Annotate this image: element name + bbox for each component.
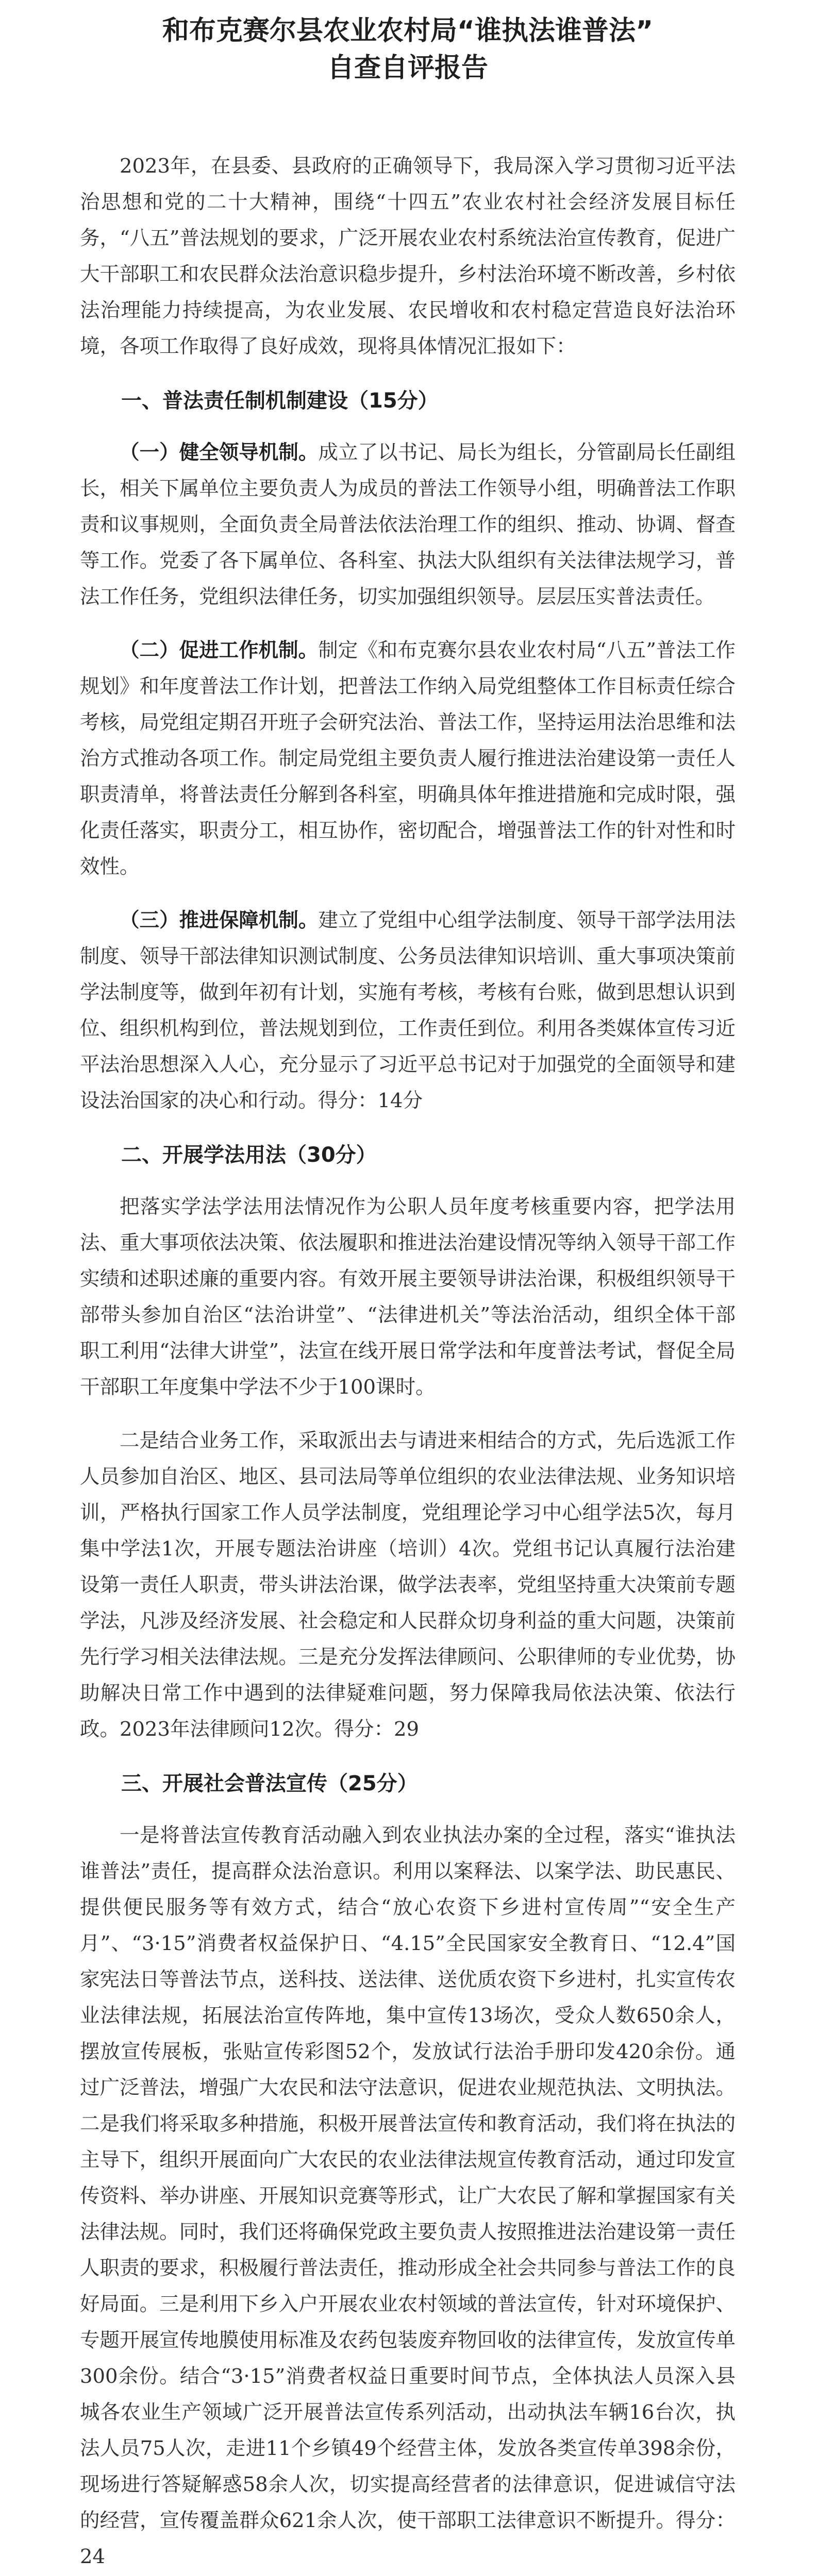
section-1-paragraph-1 <box>80 435 736 615</box>
paragraph-text: 成立了以书记、局长为组长，分管副局长任副组长，相关下属单位主要负责人为成员的普法工作领导小组，明确普法工作职责和议事规则，全面负责全局普法依法治理工作的组织、推动、协调、督查等工作。党委了各下属单位、各科室、执法大队组织有关法律法规学习，普法工作任务，党组织法律任务，切实加强组织领导。层层压实普法责任。 <box>80 441 736 608</box>
section-3-paragraph-1 <box>80 1818 736 2575</box>
paragraph-text: 建立了党组中心组学法制度、领导干部学法用法制度、领导干部法律知识测试制度、公务员法律知识培训、重大事项决策前学法制度等，做到年初有计划，实施有考核，考核有台账，做到思想认识到位、组织机构到位，普法规划到位，工作责任到位。利用各类媒体宣传习近平法治思想深入人心，充分显示了习近平总书记对于加强党的全面领导和建设法治国家的决心和行动。得分：14分 <box>80 909 736 1112</box>
paragraph-text: 二是结合业务工作，采取派出去与请进来相结合的方式，先后选派工作人员参加自治区、地区、县司法局等单位组织的农业法律法规、业务知识培训，严格执行国家工作人员学法制度，党组理论学习中心组学法5次，每月集中学法1次，开展专题法治讲座（培训）4次。党组书记认真履行法治建设第一责任人职责，带头讲法治课，做学法表率，党组坚持重大决策前专题学法，凡涉及经济发展、社会稳定和人民群众切身利益的重大问题，决策前先行学习相关法律法规。三是充分发挥法律顾问、公职律师的专业优势，协助解决日常工作中遇到的法律疑难问题，努力保障我局依法决策、依法行政。2023年法律顾问12次。得分：29 <box>80 1429 736 1741</box>
report-title-line2: 自查自评报告 <box>327 53 488 83</box>
section-2-paragraph-2 <box>80 1423 736 1748</box>
report-title-line1: 和布克赛尔县农业农村局“谁执法谁普法” <box>162 15 654 46</box>
subheading: （二）促进工作机制。 <box>120 639 319 662</box>
section-heading-1: 一、普法责任制机制建设（15分） <box>121 389 439 413</box>
intro-paragraph: 2023年，在县委、县政府的正确领导下，我局深入学习贯彻习近平法治思想和党的二十大精神，围绕“十四五”农业农村社会经济发展目标任务，“八五”普法规划的要求，广泛开展农业农村系统法治宣传教育，促进广大干部职工和农民群众法治意识稳步提升，乡村法治环境不断改善，乡村依法治理能力持续提高，为农业发展、农民增收和农村稳定营造良好法治环境，各项工作取得了良好成效，现将具体情况汇报如下： <box>80 155 736 358</box>
paragraph-text: 制定《和布克赛尔县农业农村局“八五”普法工作规划》和年度普法工作计划，把普法工作纳入局党组整体工作目标责任综合考核，局党组定期召开班子会研究法治、普法工作，坚持运用法治思维和法治方式推动各项工作。制定局党组主要负责人履行推进法治建设第一责任人职责清单，将普法责任分解到各科室，明确具体年推进措施和完成时限，强化责任落实，职责分工，相互协作，密切配合，增强普法工作的针对性和时效性。 <box>80 639 736 878</box>
subheading: （一）健全领导机制。 <box>120 441 319 464</box>
section-1-paragraph-3 <box>80 903 736 1119</box>
section-1-paragraph-2 <box>80 633 736 885</box>
section-2-paragraph-1 <box>80 1189 736 1405</box>
section-heading-2: 二、开展学法用法（30分） <box>121 1143 377 1167</box>
paragraph-text: 一是将普法宣传教育活动融入到农业执法办案的全过程，落实“谁执法谁普法”责任，提高群众法治意识。利用以案释法、以案学法、助民惠民、提供便民服务等有效方式，结合“放心农资下乡进村宣传周”“安全生产月”、“3·15”消费者权益保护日、“4.15”全民国家安全教育日、“12.4”国家宪法日等普法节点，送科技、送法律、送优质农资下乡进村，扎实宣传农业法律法规，拓展法治宣传阵地，集中宣传13场次，受众人数650余人，摆放宣传展板，张贴宣传彩图52个，发放试行法治手册印发420余份。通过广泛普法，增强广大农民和法守法意识，促进农业规范执法、文明执法。二是我们将采取多种措施，积极开展普法宣传和教育活动，我们将在执法的主导下，组织开展面向广大农民的农业法律法规宣传教育活动，通过印发宣传资料、举办讲座、开展知识竞赛等形式，让广大农民了解和掌握国家有关法律法规。同时，我们还将确保党政主要负责人按照推进法治建设第一责任人职责的要求，积极履行普法责任，推动形成全社会共同参与普法工作的良好局面。三是利用下乡入户开展农业农村领域的普法宣传，针对环境保护、专题开展宣传地膜使用标准及农药包装废弃物回收的法律宣传，发放宣传单300余份。结合“3·15”消费者权益日重要时间节点，全体执法人员深入县城各农业生产领域广泛开展普法宣传系列活动，出动执法车辆16台次，执法人员75人次，走进11个乡镇49个经营主体，发放各类宣传单398余份，现场进行答疑解惑58余人次，切实提高经营者的法律意识，促进诚信守法的经营，宣传覆盖群众621余人次，使干部职工法律意识不断提升。得分：24 <box>80 1824 736 2568</box>
paragraph-text: 把落实学法学法用法情况作为公职人员年度考核重要内容，把学法用法、重大事项依法决策、依法履职和推进法治建设情况等纳入领导干部工作实绩和述职述廉的重要内容。有效开展主要领导讲法治课，积极组织领导干部带头参加自治区“法治讲堂”、“法律进机关”等法治活动，组织全体干部职工利用“法律大讲堂”，法宣在线开展日常学法和年度普法考试，督促全局干部职工年度集中学法不少于100课时。 <box>80 1195 736 1399</box>
report-body <box>80 148 736 2576</box>
subheading: （三）推进保障机制。 <box>120 909 319 932</box>
report-title <box>80 0 736 87</box>
section-heading-3: 三、开展社会普法宣传（25分） <box>121 1772 418 1795</box>
